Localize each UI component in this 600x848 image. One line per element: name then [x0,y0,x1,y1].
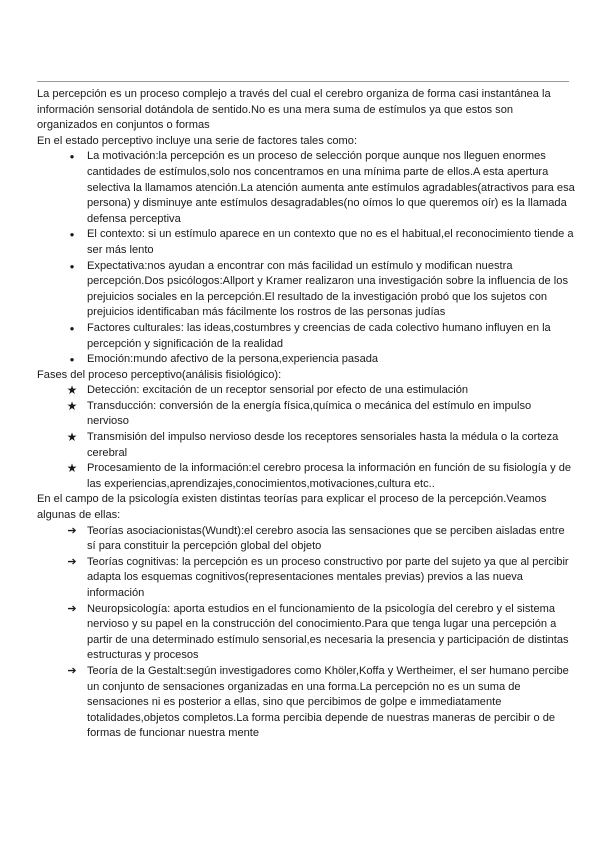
list-item-text: Teorías cognitivas: la percepción es un proceso constructivo por parte del sujeto ya que al percibir adapta los esquemas cognitivos(representaciones mentales previas) previos a las nueva información [87,555,569,599]
star-icon: ★ [66,398,78,413]
bullet-icon: ● [69,152,75,162]
list-item-text: Teorías asociacionistas(Wundt):el cerebro asocia las sensaciones que se perciben aisladas entre sí para constituir la percepción global del objeto [87,524,565,553]
intro-paragraph: La percepción es un proceso complejo a través del cual el cerebro organiza de forma casi instantánea la información sensorial dotándola de sentido.No es una mera suma de estímulos ya que estos son organizados en conjuntos o formas [37,88,551,132]
phases-list [37,383,575,492]
list-item [37,383,575,399]
star-icon: ★ [66,461,78,476]
factors-lead: En el estado perceptivo incluye una serie de factores tales como: [37,134,358,147]
list-item [37,227,575,258]
arrow-right-icon: ➔ [67,664,77,677]
star-icon: ★ [66,383,78,398]
list-item [37,555,575,602]
list-item [37,430,575,461]
star-icon: ★ [66,430,78,445]
list-item-text: Neuropsicología: aporta estudios en el funcionamiento de la psicología del cerebro y el sistema nervioso y su papel en la construcción del conocimiento.Para que tenga lugar una percepción a partir de una determinado estímulo sensorial,es necesaria la presencia y participación de distintas estructuras y procesos [87,602,569,662]
theories-list [37,524,575,742]
top-divider [37,81,569,82]
list-item [37,352,575,368]
list-item [37,259,575,321]
theories-lead: En el campo de la psicología existen distintas teorías para explicar el proceso de la percepción.Veamos algunas de ellas: [37,493,547,522]
list-item-text: Transducción: conversión de la energía física,química o mecánica del estímulo en impulso nervioso [87,399,532,428]
bullet-icon: ● [69,261,75,271]
list-item [37,321,575,352]
factors-list [37,149,575,367]
list-item-text: Transmisión del impulso nervioso desde los receptores sensoriales hasta la médula o la corteza cerebral [87,431,559,459]
document-body [37,87,575,742]
list-item-text: Expectativa:nos ayudan a encontrar con más facilidad un estímulo y modifican nuestra percepción.Dos psicólogos:Allport y Kramer realizaron una investigación sobre la influencia de los prejuicios sociales en la percepción.El resultado de la investigación probó que los sujetos con prejuicios identificaban más fácilmente los rostros de las personas judías [87,259,568,319]
list-item-text: Detección: excitación de un receptor sensorial por efecto de una estimulación [87,384,469,397]
list-item [37,524,575,555]
list-item [37,149,575,227]
list-item-text: Factores culturales: las ideas,costumbres y creencias de cada colectivo humano influyen en la percepción y significación de la realidad [87,321,551,350]
list-item-text: La motivación:la percepción es un proceso de selección porque aunque nos lleguen enormes cantidades de estímulos,solo nos concentramos en una mínima parte de ellos.A esta apertura selectiva la llamamos atención.La atención aumenta ante estímulos agradables(atractivos para esa persona) y disminuye ante estímulos desagradables(no oímos lo que queremos oír) es la llamada defensa perceptiva [87,150,575,225]
bullet-icon: ● [69,355,75,365]
list-item-text: Procesamiento de la información:el cerebro procesa la información en función de su fisiología y de las experiencias,aprendizajes,conocimientos,motivaciones,cultura etc.. [87,462,572,490]
arrow-right-icon: ➔ [67,602,77,615]
list-item [37,399,575,430]
bullet-icon: ● [69,323,75,333]
list-item-text: Emoción:mundo afectivo de la persona,experiencia pasada [87,353,379,366]
list-item-text: El contexto: si un estímulo aparece en un contexto que no es el habitual,el reconocimiento tiende a ser más lento [87,228,574,256]
arrow-right-icon: ➔ [67,524,77,537]
phases-lead: Fases del proceso perceptivo(análisis fisiológico): [37,368,282,381]
list-item [37,602,575,664]
bullet-icon: ● [69,230,75,240]
arrow-right-icon: ➔ [67,555,77,568]
list-item-text: Teoría de la Gestalt:según investigadores como Khöler,Koffa y Wertheimer, el ser humano percibe un conjunto de sensaciones organizadas en una forma.La percepción no es un suma de sensaciones ni es posterior a ellas, sino que percibimos de golpe e immediatamente totalidades,objetos completos.La forma percibia depende de nuestras maneras de percibir o de formas de funcionar nuestra mente [87,664,569,740]
list-item [37,461,575,492]
list-item [37,664,575,742]
